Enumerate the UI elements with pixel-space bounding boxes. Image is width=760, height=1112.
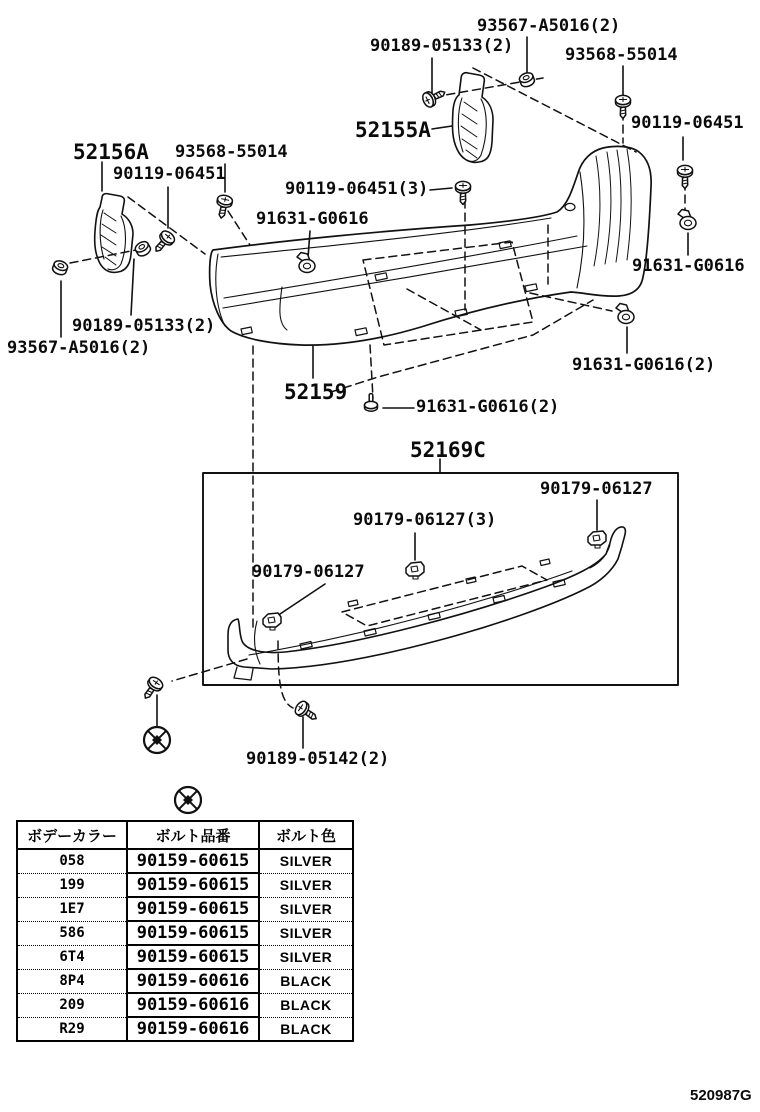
body-color-code: 199: [17, 873, 127, 897]
screw-icon: [150, 229, 176, 256]
bracket-52155a-art: [452, 73, 493, 163]
part-number-label: 90119-06451(3): [285, 179, 429, 199]
table-row: [17, 1017, 353, 1041]
screw-icon: [678, 165, 693, 188]
table-row: [17, 969, 353, 993]
bolt-icon: [678, 210, 696, 230]
part-number-label: 91631-G0616(2): [572, 355, 716, 375]
part-number-label: 90179-06127: [540, 479, 653, 499]
lower-valance-art: [228, 527, 625, 680]
part-number-label: 93568-55014: [175, 142, 288, 162]
screw-icon: [616, 95, 631, 118]
nut-icon: [51, 259, 69, 276]
part-number-label: 90189-05142(2): [246, 749, 390, 769]
body-color-code: R29: [17, 1017, 127, 1041]
part-number-label: 90179-06127(3): [353, 510, 497, 530]
table-row: [17, 873, 353, 897]
bolt-color: SILVER: [259, 945, 353, 969]
column-header-bolt-part: ボルト品番: [127, 821, 259, 849]
bolt-color: SILVER: [259, 897, 353, 921]
bolt-color-table: [16, 820, 354, 1042]
table-header-row: [17, 821, 353, 849]
screw-icon: [139, 675, 165, 703]
bolt-part-number: 90159-60615: [127, 873, 259, 897]
body-color-bolt-symbol-icon: [175, 787, 201, 813]
part-number-label: 52159: [284, 380, 348, 404]
screw-icon: [456, 181, 471, 204]
screw-icon: [293, 699, 321, 725]
grommet-icon: [133, 240, 152, 259]
bolt-color: BLACK: [259, 993, 353, 1017]
bracket-52156a-art: [95, 194, 133, 273]
bolt-part-number: 90159-60615: [127, 849, 259, 873]
clip-icon: [588, 531, 606, 548]
bolt-part-number: 90159-60615: [127, 897, 259, 921]
bolt-color: BLACK: [259, 969, 353, 993]
table-row: [17, 897, 353, 921]
part-number-label: 90179-06127: [252, 562, 365, 582]
bumper-cover-art: [210, 146, 652, 345]
screw-icon: [421, 85, 448, 108]
part-number-label: 90189-05133(2): [370, 36, 514, 56]
part-number-label: 93567-A5016(2): [477, 16, 621, 36]
column-header-body-color: ボデーカラー: [17, 821, 127, 849]
body-color-code: 6T4: [17, 945, 127, 969]
body-color-code: 8P4: [17, 969, 127, 993]
table-row: [17, 993, 353, 1017]
part-number-label: 52155A: [355, 118, 431, 142]
clip-icon: [406, 562, 424, 579]
part-number-label: 91631-G0616(2): [416, 397, 560, 417]
part-number-label: 93568-55014: [565, 45, 678, 65]
body-color-code: 1E7: [17, 897, 127, 921]
table-row: [17, 921, 353, 945]
bolt-part-number: 90159-60616: [127, 993, 259, 1017]
part-number-label: 90189-05133(2): [72, 316, 216, 336]
table-row: [17, 945, 353, 969]
clip-icon: [263, 613, 281, 630]
bolt-color: BLACK: [259, 1017, 353, 1041]
figure-code: 520987G: [690, 1087, 752, 1104]
bolt-part-number: 90159-60616: [127, 969, 259, 993]
pin-bolt-icon: [365, 394, 378, 412]
nut-icon: [518, 71, 536, 88]
bolt-icon: [616, 304, 634, 324]
part-number-label: 93567-A5016(2): [7, 338, 151, 358]
column-header-bolt-color: ボルト色: [259, 821, 353, 849]
bolt-part-number: 90159-60615: [127, 945, 259, 969]
part-number-label: 90119-06451: [631, 113, 744, 133]
part-number-label: 90119-06451: [113, 164, 226, 184]
bolt-part-number: 90159-60615: [127, 921, 259, 945]
bolt-color: SILVER: [259, 873, 353, 897]
bolt-color: SILVER: [259, 921, 353, 945]
part-number-label: 52169C: [410, 438, 486, 462]
body-color-bolt-symbol-icon: [144, 727, 170, 753]
body-color-code: 058: [59, 853, 85, 870]
body-color-code: 586: [17, 921, 127, 945]
body-color-code: 209: [17, 993, 127, 1017]
part-number-label: 52156A: [73, 140, 149, 164]
part-number-label: 91631-G0616: [632, 256, 745, 276]
part-number-label: 91631-G0616: [256, 209, 369, 229]
bolt-color: SILVER: [279, 853, 333, 870]
table-row: [17, 849, 353, 873]
bolt-part-number: 90159-60616: [127, 1017, 259, 1041]
